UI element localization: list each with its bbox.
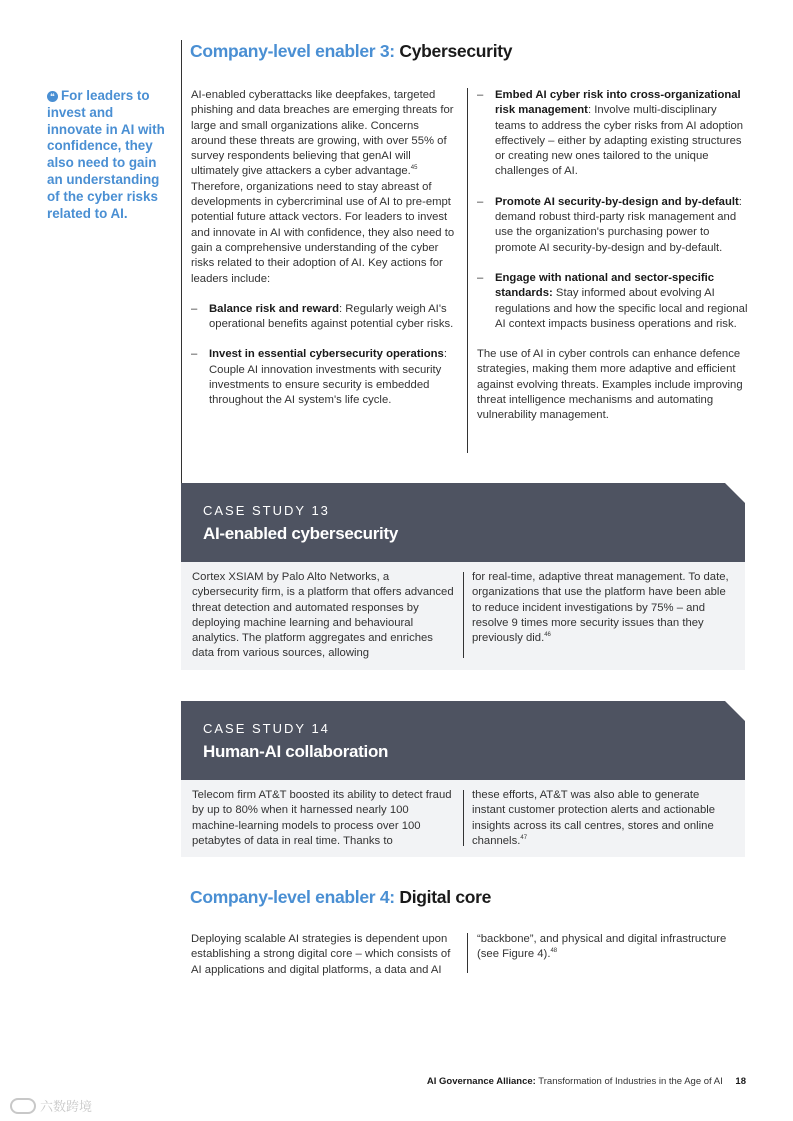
list-item: – Invest in essential cybersecurity operations: Couple AI innovation investments with security investments to ensure security is embedded throughout the AI system's life cycle.	[191, 347, 457, 408]
list-item: – Embed AI cyber risk into cross-organizational risk management: Involve multi-disciplinary teams to address the cyber risks from AI adoption effectively – either by adapting existing structures or creating new ones tailored to the unique challenges of AI.	[477, 88, 749, 180]
section-heading-cybersecurity	[190, 41, 512, 62]
case-study-label: CASE STUDY 13	[203, 503, 330, 518]
folded-corner	[725, 701, 745, 721]
case-study-title: AI-enabled cybersecurity	[203, 524, 398, 543]
watermark-logo-icon	[10, 1098, 36, 1114]
digital-core-right: “backbone”, and physical and digital infrastructure (see Figure 4).$^{48}$	[477, 933, 727, 961]
footnote-ref: 46	[544, 632, 551, 639]
case-column-divider	[463, 572, 464, 658]
heading-prefix: Company-level enabler 3:	[190, 41, 395, 61]
list-dash: –	[477, 89, 484, 101]
footer-org: AI Governance Alliance:	[426, 1076, 536, 1087]
case-study-13-left: Cortex XSIAM by Palo Alto Networks, a cybersecurity firm, is a platform that offers advanced threat detection and automated responses by deploying machine learning and behavioural analytics. The platform aggregates and enriches data from various sources, allowing	[192, 571, 454, 660]
pull-quote	[47, 88, 169, 222]
case-study-14-right: these efforts, AT&T was also able to generate instant customer protection alerts and actionable insights across its call centres, stores and online channels.$^{47}$	[472, 789, 716, 847]
list-item-bold: Invest in essential cybersecurity operations	[209, 348, 444, 361]
heading-main: Cybersecurity	[399, 41, 513, 61]
case-study-14-left: Telecom firm AT&T boosted its ability to detect fraud by up to 80% when it harnessed nearly 100 machine-learning models to process over 100 petabytes of data in real time. Thanks to	[192, 789, 452, 847]
footer-title: Transformation of Industries in the Age of AI	[538, 1076, 723, 1087]
watermark	[10, 1096, 92, 1115]
heading-main: Digital core	[399, 887, 492, 907]
case-column-divider	[463, 790, 464, 846]
folded-corner	[725, 483, 745, 503]
case-study-title: Human-AI collaboration	[203, 742, 389, 761]
right-body-column	[477, 73, 749, 424]
list-item: – Promote AI security-by-design and by-default: demand robust third-party risk management and use the organization's purchasing power to promote AI security-by-design and by-default.	[477, 195, 749, 256]
case-study-13-body	[181, 562, 745, 670]
intro-paragraph: AI-enabled cyberattacks like deepfakes, targeted phishing and data breaches are emerging threats for large and small organizations alike. Concerns around these threats are growing, with over 55% of survey respondents believing that genAI will ultimately give attackers a cyber advantage.$^{45}$ Therefore, organizations need to stay abreast of developments in cybercriminal use of AI to pre-empt potential future attack vectors. For leaders to invest and innovate in AI with confidence, they also need to gain a comprehensive understanding of the cyber risks related to their adoption of AI. Key actions for leaders include:	[191, 89, 455, 285]
quote-icon: ❝	[47, 91, 58, 102]
case-study-label: CASE STUDY 14	[203, 721, 330, 736]
list-item: – Engage with national and sector-specific standards: Stay informed about evolving AI regulations and how the specific local and regional AI context impacts business operations and risk.	[477, 271, 749, 332]
page-footer	[427, 1076, 746, 1087]
footnote-ref: 48	[550, 948, 558, 955]
list-item-bold: Engage with national and sector-specific standards:	[495, 271, 715, 300]
digital-core-left: Deploying scalable AI strategies is dependent upon establishing a strong digital core – which consists of AI applications and digital platforms, a data and AI	[191, 933, 451, 976]
list-dash: –	[477, 195, 484, 208]
column-divider	[467, 933, 468, 973]
footnote-ref: 45	[410, 165, 418, 172]
list-item-bold: Embed AI cyber risk into cross-organizational risk management	[495, 89, 741, 117]
pull-quote-text: For leaders to invest and innovate in AI with confidence, they also need to gain an understanding of the cyber risks related to AI.	[47, 88, 165, 221]
section-heading-digital-core	[190, 887, 491, 908]
heading-prefix: Company-level enabler 4:	[190, 887, 395, 907]
left-body-column	[191, 88, 457, 409]
list-dash: –	[191, 348, 198, 361]
list-dash: –	[477, 271, 484, 284]
case-study-14-header	[181, 701, 745, 780]
footnote-ref: 47	[520, 835, 528, 842]
list-item-bold: Promote AI security-by-design and by-default	[495, 195, 739, 208]
closing-paragraph: The use of AI in cyber controls can enhance defence strategies, making them more adaptive and efficient against evolving threats. Examples include improving threat intelligence mechanisms and automating vulnerability management.	[477, 348, 743, 422]
case-study-13-right: for real-time, adaptive threat management. To date, organizations that use the platform have been able to reduce incident investigations by 75% – and resolve 9 times more security issues than they previously did.$^{46}$	[472, 571, 729, 645]
list-item: – Balance risk and reward: Regularly weigh AI's operational benefits against potential cyber risks.	[191, 302, 457, 333]
page-number: 18	[735, 1076, 746, 1087]
column-divider	[467, 88, 468, 453]
watermark-text: 六数跨境	[40, 1099, 93, 1114]
list-dash: –	[191, 302, 198, 315]
case-study-13-header	[181, 483, 745, 562]
list-item-bold: Balance risk and reward	[209, 302, 339, 315]
case-study-14-body	[181, 780, 745, 857]
